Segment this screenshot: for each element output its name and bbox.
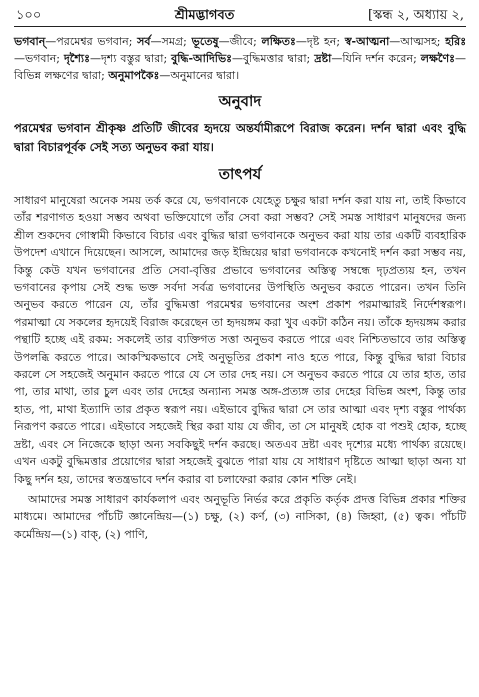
scripture-page (14, 6, 466, 694)
synonym-meaning: —ভগবান (14, 52, 57, 65)
book-title: শ্রীমদ্ভাগবত (174, 8, 235, 23)
word-for-word-synonyms: ভগবান্—পরমেশ্বর ভগবান; সর্ব—সমগ্র; ভূতেষু—জীবে; লক্ষিতঃ—দৃষ্ট হন; স্ব-আত্মনা—আত্মসহ; হরিঃ—ভগবান; দৃশ্যৈঃ—দৃশ্য বস্তুর দ্বারা; বুদ্ধি-আদিভিঃ—বুদ্ধিমত্তার দ্বারা; দ্রষ্টা—যিনি দর্শন করেন; লক্ষণৈঃ—বিভিন্ন লক্ষণের দ্বারা; অনুমাপকৈঃ—অনুমানের দ্বারা। (14, 35, 467, 82)
synonym-meaning: —পরমেশ্বর ভগবান (45, 35, 129, 48)
synonym-meaning: —যিনি দর্শন করেন (331, 52, 414, 65)
synonym-meaning: —জীবে (218, 35, 254, 48)
synonym-meaning: —অনুমানের দ্বারা। (159, 69, 240, 82)
synonym-term: সর্ব (137, 35, 151, 48)
synonym-term: লক্ষণৈঃ (420, 52, 455, 65)
synonym-term: অনুমাপকৈঃ (108, 69, 160, 82)
translation-text: পরমেশ্বর ভগবান শ্রীকৃষ্ণ প্রতিটি জীবের হৃদয়ে অন্তর্যামীরূপে বিরাজ করেন। দর্শন দ্বারা এবং বুদ্ধি দ্বারা বিচারপূর্বক সেই সত্য অনুভব করা যায়। (14, 121, 466, 154)
synonym-meaning: —দৃষ্ট হন (295, 35, 337, 48)
synonym-term: ভূতেষু (191, 35, 219, 48)
page-header (14, 6, 466, 24)
synonym-term: লক্ষিতঃ (261, 35, 296, 48)
purport-paragraph-2: আমাদের সমস্ত সাধারণ কার্যকলাপ এবং অনুভূতি নির্ভর করে প্রকৃতি কর্তৃক প্রদত্ত বিভিন্ন প্রকার শক্তির মাধ্যমে। আমাদের পাঁচটি জ্ঞানেন্দ্রিয়—(১) চক্ষু, (২) কর্ণ, (৩) নাসিকা, (৪) জিহ্বা, (৫) ত্বক। পাঁচটি কর্মেন্দ্রিয়—(১) বাক্, (২) পাণি, (14, 492, 466, 541)
synonym-term: বুদ্ধি-আদিভিঃ (171, 52, 233, 65)
synonym-term: দ্রষ্টা (314, 52, 332, 65)
synonym-meaning: —বিভিন্ন লক্ষণের দ্বারা (14, 52, 466, 82)
page-number: ১০০ (16, 8, 42, 23)
synonym-meaning: —বুদ্ধিমত্তার দ্বারা (232, 52, 307, 65)
chapter-reference: [স্কন্ধ ২, অধ্যায় ২, (367, 8, 464, 23)
synonym-meaning: —আত্মসহ (389, 35, 437, 48)
synonym-term: ভগবান্ (14, 35, 46, 48)
purport-heading: তাৎপর্য (218, 165, 262, 183)
synonym-term: দৃশ্যৈঃ (63, 52, 90, 65)
synonym-term: স্ব-আত্মনা (344, 35, 390, 48)
synonym-meaning: —দৃশ্য বস্তুর দ্বারা (89, 52, 164, 65)
translation-heading: অনুবাদ (218, 92, 262, 110)
synonym-meaning: —সমগ্র (150, 35, 184, 48)
synonym-term: হরিঃ (445, 35, 467, 48)
purport-paragraph-1: সাধারণ মানুষেরা অনেক সময় তর্ক করে যে, ভগবানকে যেহেতু চক্ষুর দ্বারা দর্শন করা যায় না, তাই কিভাবে তাঁর শরণাগত হওয়া সম্ভব অথবা ভক্তিযোগে তাঁর সেবা করা সম্ভব? সেই সমস্ত সাধারণ মানুষদের জন্য শ্রীল শুকদেব গোস্বামী কিভাবে বিচার এবং বুদ্ধির দ্বারা ভগবানকে অনুভব করা যায় তার একটি ব্যবহারিক উপদেশ এখানে দিয়েছেন। আসলে, আমাদের জড় ইন্দ্রিয়ের দ্বারা ভগবানকে কখনোই দর্শন করা সম্ভব নয়, কিন্তু কেউ যখন ভগবানের প্রতি সেবা-বৃত্তির প্রভাবে ভগবানের অস্তিত্ব সম্বন্ধে দৃঢ়প্রত্যয় হন, তখন ভগবানের কৃপায় সেই শুদ্ধ ভক্ত সর্বদা সর্বত্র ভগবানের উপস্থিতি অনুভব করতে পারেন। তখন তিনি অনুভব করতে পারেন যে, তাঁর বুদ্ধিমত্তা পরমেশ্বর ভগবানের অংশ প্রকাশ পরমাত্মারই নির্দেশস্বরূপ। পরমাত্মা যে সকলের হৃদয়েই বিরাজ করেছেন তা হৃদয়ঙ্গম করা খুব একটা কঠিন নয়। তাঁকে হৃদয়ঙ্গম করার পন্থাটি হচ্ছে এই রকম: সকলেই তার ব্যক্তিগত সত্তা অনুভব করতে পারে এবং নিশ্চিতভাবে তার অস্তিত্ব উপলব্ধি করতে পারে। আকস্মিকভাবে সেই অনুভূতির প্রকাশ নাও হতে পারে, কিন্তু বুদ্ধির দ্বারা বিচার করলে সে সহজেই অনুমান করতে পারে যে সে তার দেহ নয়। সে অনুভব করতে পারে যে তার হাত, তার পা, তার মাথা, তার চুল এবং তার দেহের অন্যান্য সমস্ত অঙ্গ-প্রত্যঙ্গ তার দেহের বিভিন্ন অংশ, কিন্তু তার হাত, পা, মাথা ইত্যাদি তার প্রকৃত স্বরূপ নয়। এইভাবে বুদ্ধির দ্বারা সে তার আত্মা এবং দৃশ্য বস্তুর পার্থক্য নিরূপণ করতে পারে। এইভাবে সহজেই স্থির করা যায় যে জীব, তা সে মানুষই হোক বা পশুই হোক, হচ্ছে দ্রষ্টা, এবং সে নিজেকে ছাড়া অন্য সবকিছুই দর্শন করছে। অতএব দ্রষ্টা এবং দৃশ্যের মধ্যে পার্থক্য রয়েছে। এখন একটু বুদ্ধিমত্তার প্রয়োগের দ্বারা সহজেই বুঝতে পারা যায় যে সাধারণ দৃষ্টিতে আত্মা ছাড়া অন্য যা কিছু দর্শন হয়, তাদের স্বতন্ত্রভাবে দর্শন করার বা চলাফেরা করার কোন শক্তি নেই। (14, 194, 466, 486)
